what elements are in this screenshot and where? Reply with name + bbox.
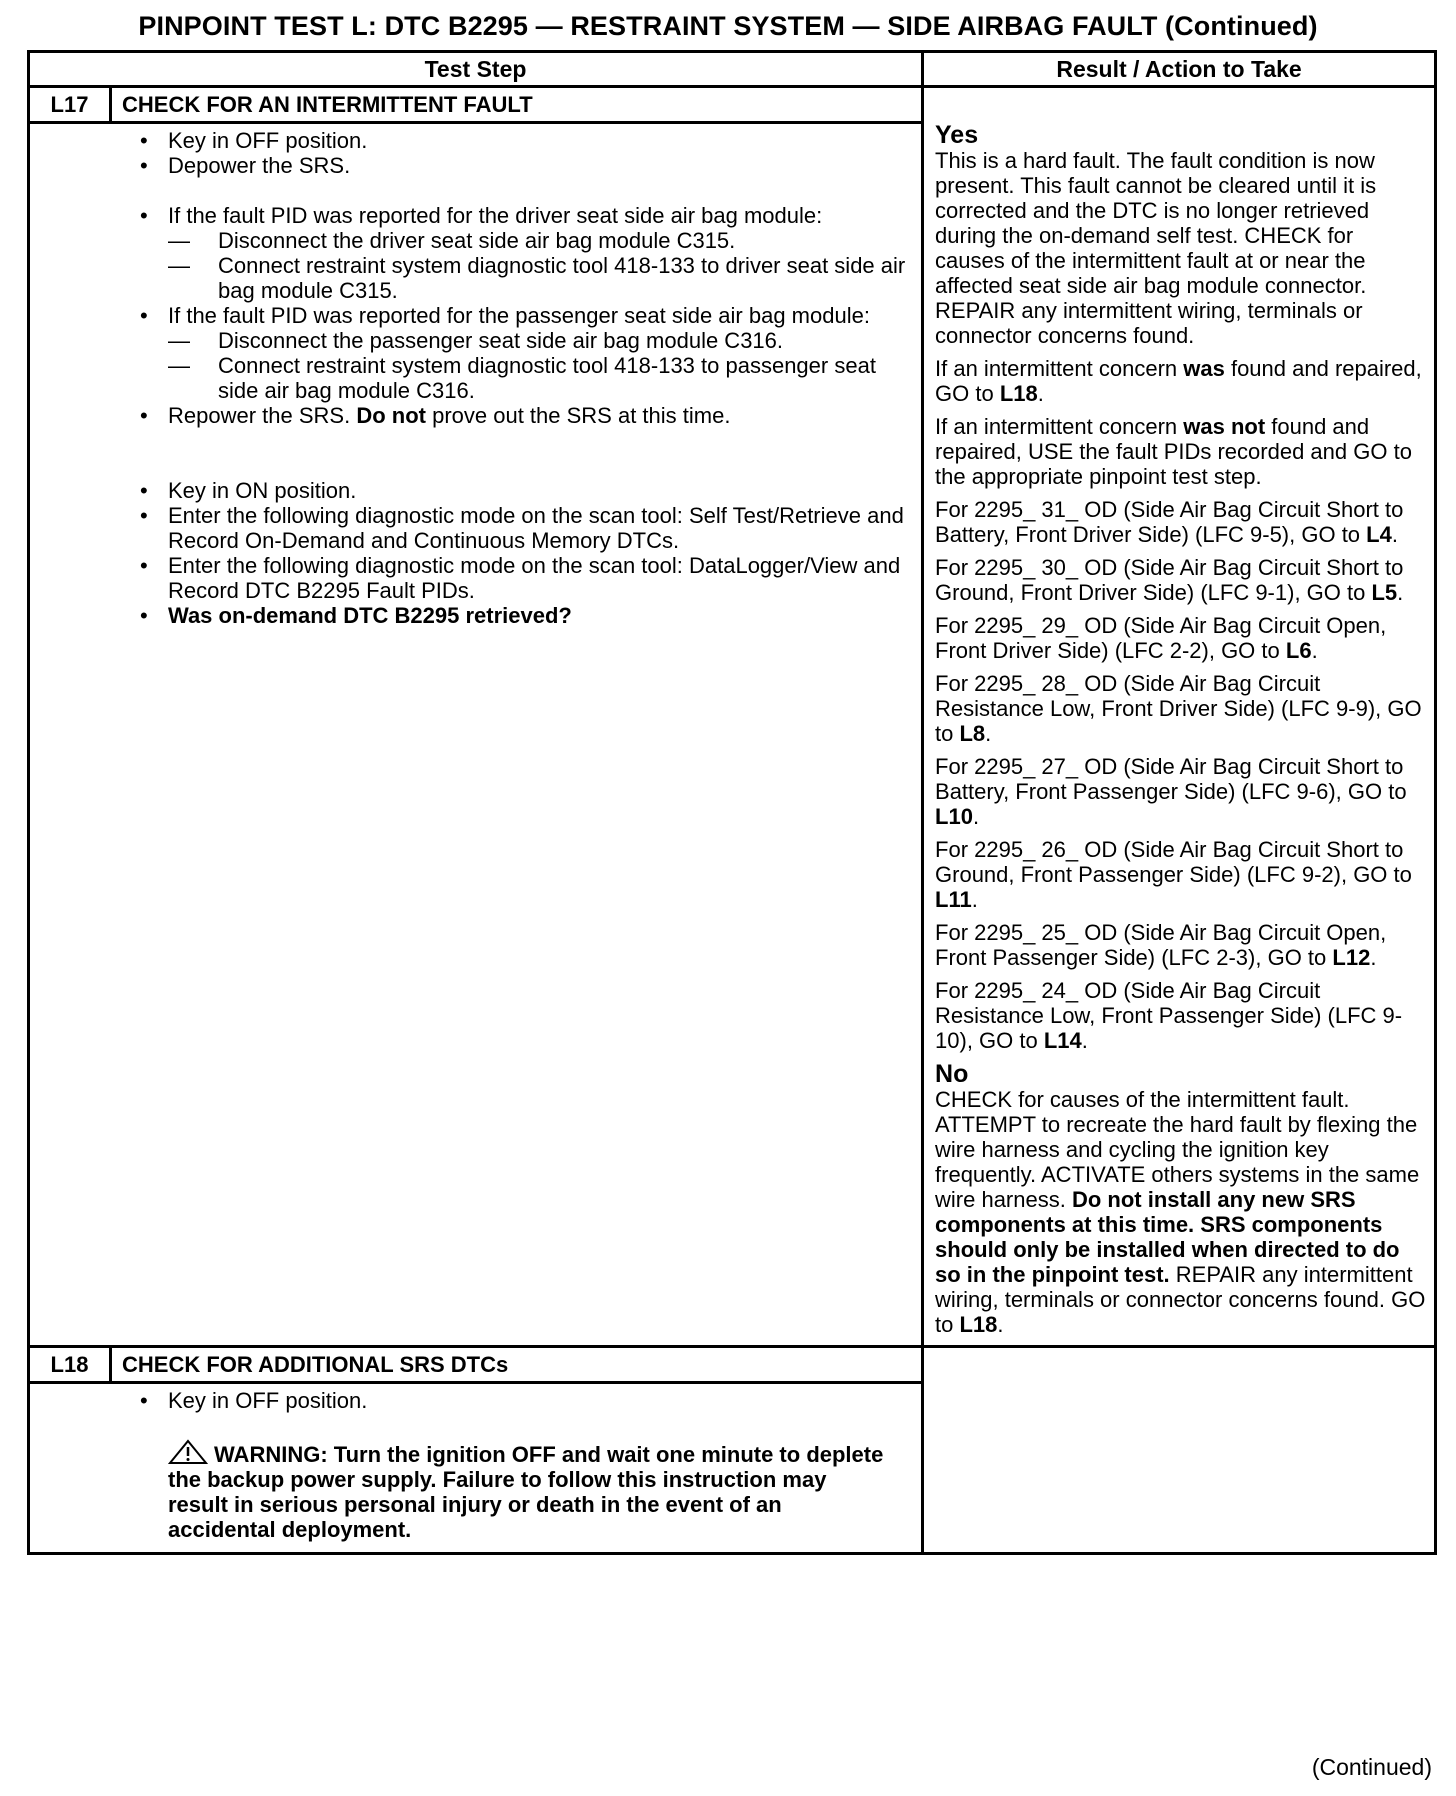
step-body-l18 [29, 1383, 923, 1554]
list-item: • Key in OFF position. [138, 128, 911, 153]
list-item-question: • Was on-demand DTC B2295 retrieved? [138, 603, 911, 628]
step-id-l17: L17 [29, 87, 111, 123]
sub-list-item: — Connect restraint system diagnostic tool 418-133 to passenger seat side air bag module C316. [168, 353, 911, 403]
list-item: • Repower the SRS. Do not prove out the SRS at this time. [138, 403, 911, 428]
page-title: PINPOINT TEST L: DTC B2295 — RESTRAINT SYSTEM — SIDE AIRBAG FAULT (Continued) [138, 11, 1318, 41]
list-item: • Depower the SRS. [138, 153, 911, 178]
result-fault-26: For 2295_ 26_ OD (Side Air Bag Circuit Short to Ground, Front Passenger Side) (LFC 9-2), GO to L11. [935, 837, 1412, 912]
result-cell-l18 [923, 1347, 1436, 1554]
list-item: • Key in OFF position. [138, 1388, 911, 1413]
result-fault-29: For 2295_ 29_ OD (Side Air Bag Circuit Open, Front Driver Side) (LFC 2-2), GO to L6. [935, 613, 1387, 663]
result-fault-31: For 2295_ 31_ OD (Side Air Bag Circuit Short to Battery, Front Driver Side) (LFC 9-5), GO to L4. [935, 497, 1404, 547]
result-fault-28: For 2295_ 28_ OD (Side Air Bag Circuit Resistance Low, Front Driver Side) (LFC 9-9), GO to L8. [935, 671, 1422, 746]
result-no-text: CHECK for causes of the intermittent fault. ATTEMPT to recreate the hard fault by flexing the wire harness and cycling the ignition key frequently. ACTIVATE others systems in the same wire harness. Do not install any new SRS components at this time. SRS components should only be installed when directed to do so in the pinpoint test. REPAIR any intermittent wiring, terminals or connector concerns found. GO to L18. [935, 1087, 1426, 1337]
result-fault-24: For 2295_ 24_ OD (Side Air Bag Circuit Resistance Low, Front Passenger Side) (LFC 9-10), GO to L14. [935, 978, 1403, 1053]
result-yes-found: If an intermittent concern was found and repaired, GO to L18. [935, 356, 1422, 406]
column-header-result: Result / Action to Take [923, 52, 1436, 87]
result-yes-not-found: If an intermittent concern was not found and repaired, USE the fault PIDs recorded and GO to the appropriate pinpoint test step. [935, 414, 1412, 489]
list-item: • Enter the following diagnostic mode on the scan tool: Self Test/Retrieve and Record On-Demand and Continuous Memory DTCs. [138, 503, 911, 553]
result-yes-label: Yes [935, 121, 979, 149]
step-id-l18: L18 [29, 1347, 111, 1383]
sub-list-item: — Disconnect the driver seat side air bag module C315. [168, 228, 911, 253]
continued-label: (Continued) [1311, 1754, 1432, 1780]
list-item: • Enter the following diagnostic mode on the scan tool: DataLogger/View and Record DTC B2295 Fault PIDs. [138, 553, 911, 603]
result-no-label: No [935, 1060, 969, 1088]
sub-list-item: — Disconnect the passenger seat side air bag module C316. [168, 328, 911, 353]
column-header-test-step: Test Step [29, 52, 923, 87]
result-cell-l17 [923, 87, 1436, 1347]
warning-block: WARNING: Turn the ignition OFF and wait one minute to deplete the backup power supply. Failure to follow this instruction may result in serious personal injury or death in the event of an accidental deployment. [138, 1439, 911, 1542]
list-item: • If the fault PID was reported for the passenger seat side air bag module: — Disconnect the passenger seat side air bag module C316. — Connect restraint system diagnostic tool 418-133 to passenger seat side air bag module C316. [138, 303, 911, 403]
list-item: • If the fault PID was reported for the driver seat side air bag module: — Disconnect the driver seat side air bag module C315. — Connect restraint system diagnostic tool 418-133 to driver seat side air bag module C315. [138, 203, 911, 303]
result-fault-30: For 2295_ 30_ OD (Side Air Bag Circuit Short to Ground, Front Driver Side) (LFC 9-1), GO to L5. [935, 555, 1404, 605]
result-yes-text: This is a hard fault. The fault condition is now present. This fault cannot be cleared until it is corrected and the DTC is no longer retrieved during the on-demand self test. CHECK for causes of the intermittent fault at or near the affected seat side air bag module connector. REPAIR any intermittent wiring, terminals or connector concerns found. [935, 148, 1377, 348]
result-fault-27: For 2295_ 27_ OD (Side Air Bag Circuit Short to Battery, Front Passenger Side) (LFC 9-6), GO to L10. [935, 754, 1407, 829]
step-title-l18: CHECK FOR ADDITIONAL SRS DTCs [111, 1347, 923, 1383]
step-body-l17 [29, 123, 923, 1347]
pinpoint-test-table [27, 50, 1437, 1555]
result-fault-25: For 2295_ 25_ OD (Side Air Bag Circuit Open, Front Passenger Side) (LFC 2-3), GO to L12. [935, 920, 1387, 970]
warning-triangle-icon [168, 1439, 208, 1465]
list-item: • Key in ON position. [138, 478, 911, 503]
sub-list-item: — Connect restraint system diagnostic tool 418-133 to driver seat side air bag module C315. [168, 253, 911, 303]
step-title-l17: CHECK FOR AN INTERMITTENT FAULT [111, 87, 923, 123]
